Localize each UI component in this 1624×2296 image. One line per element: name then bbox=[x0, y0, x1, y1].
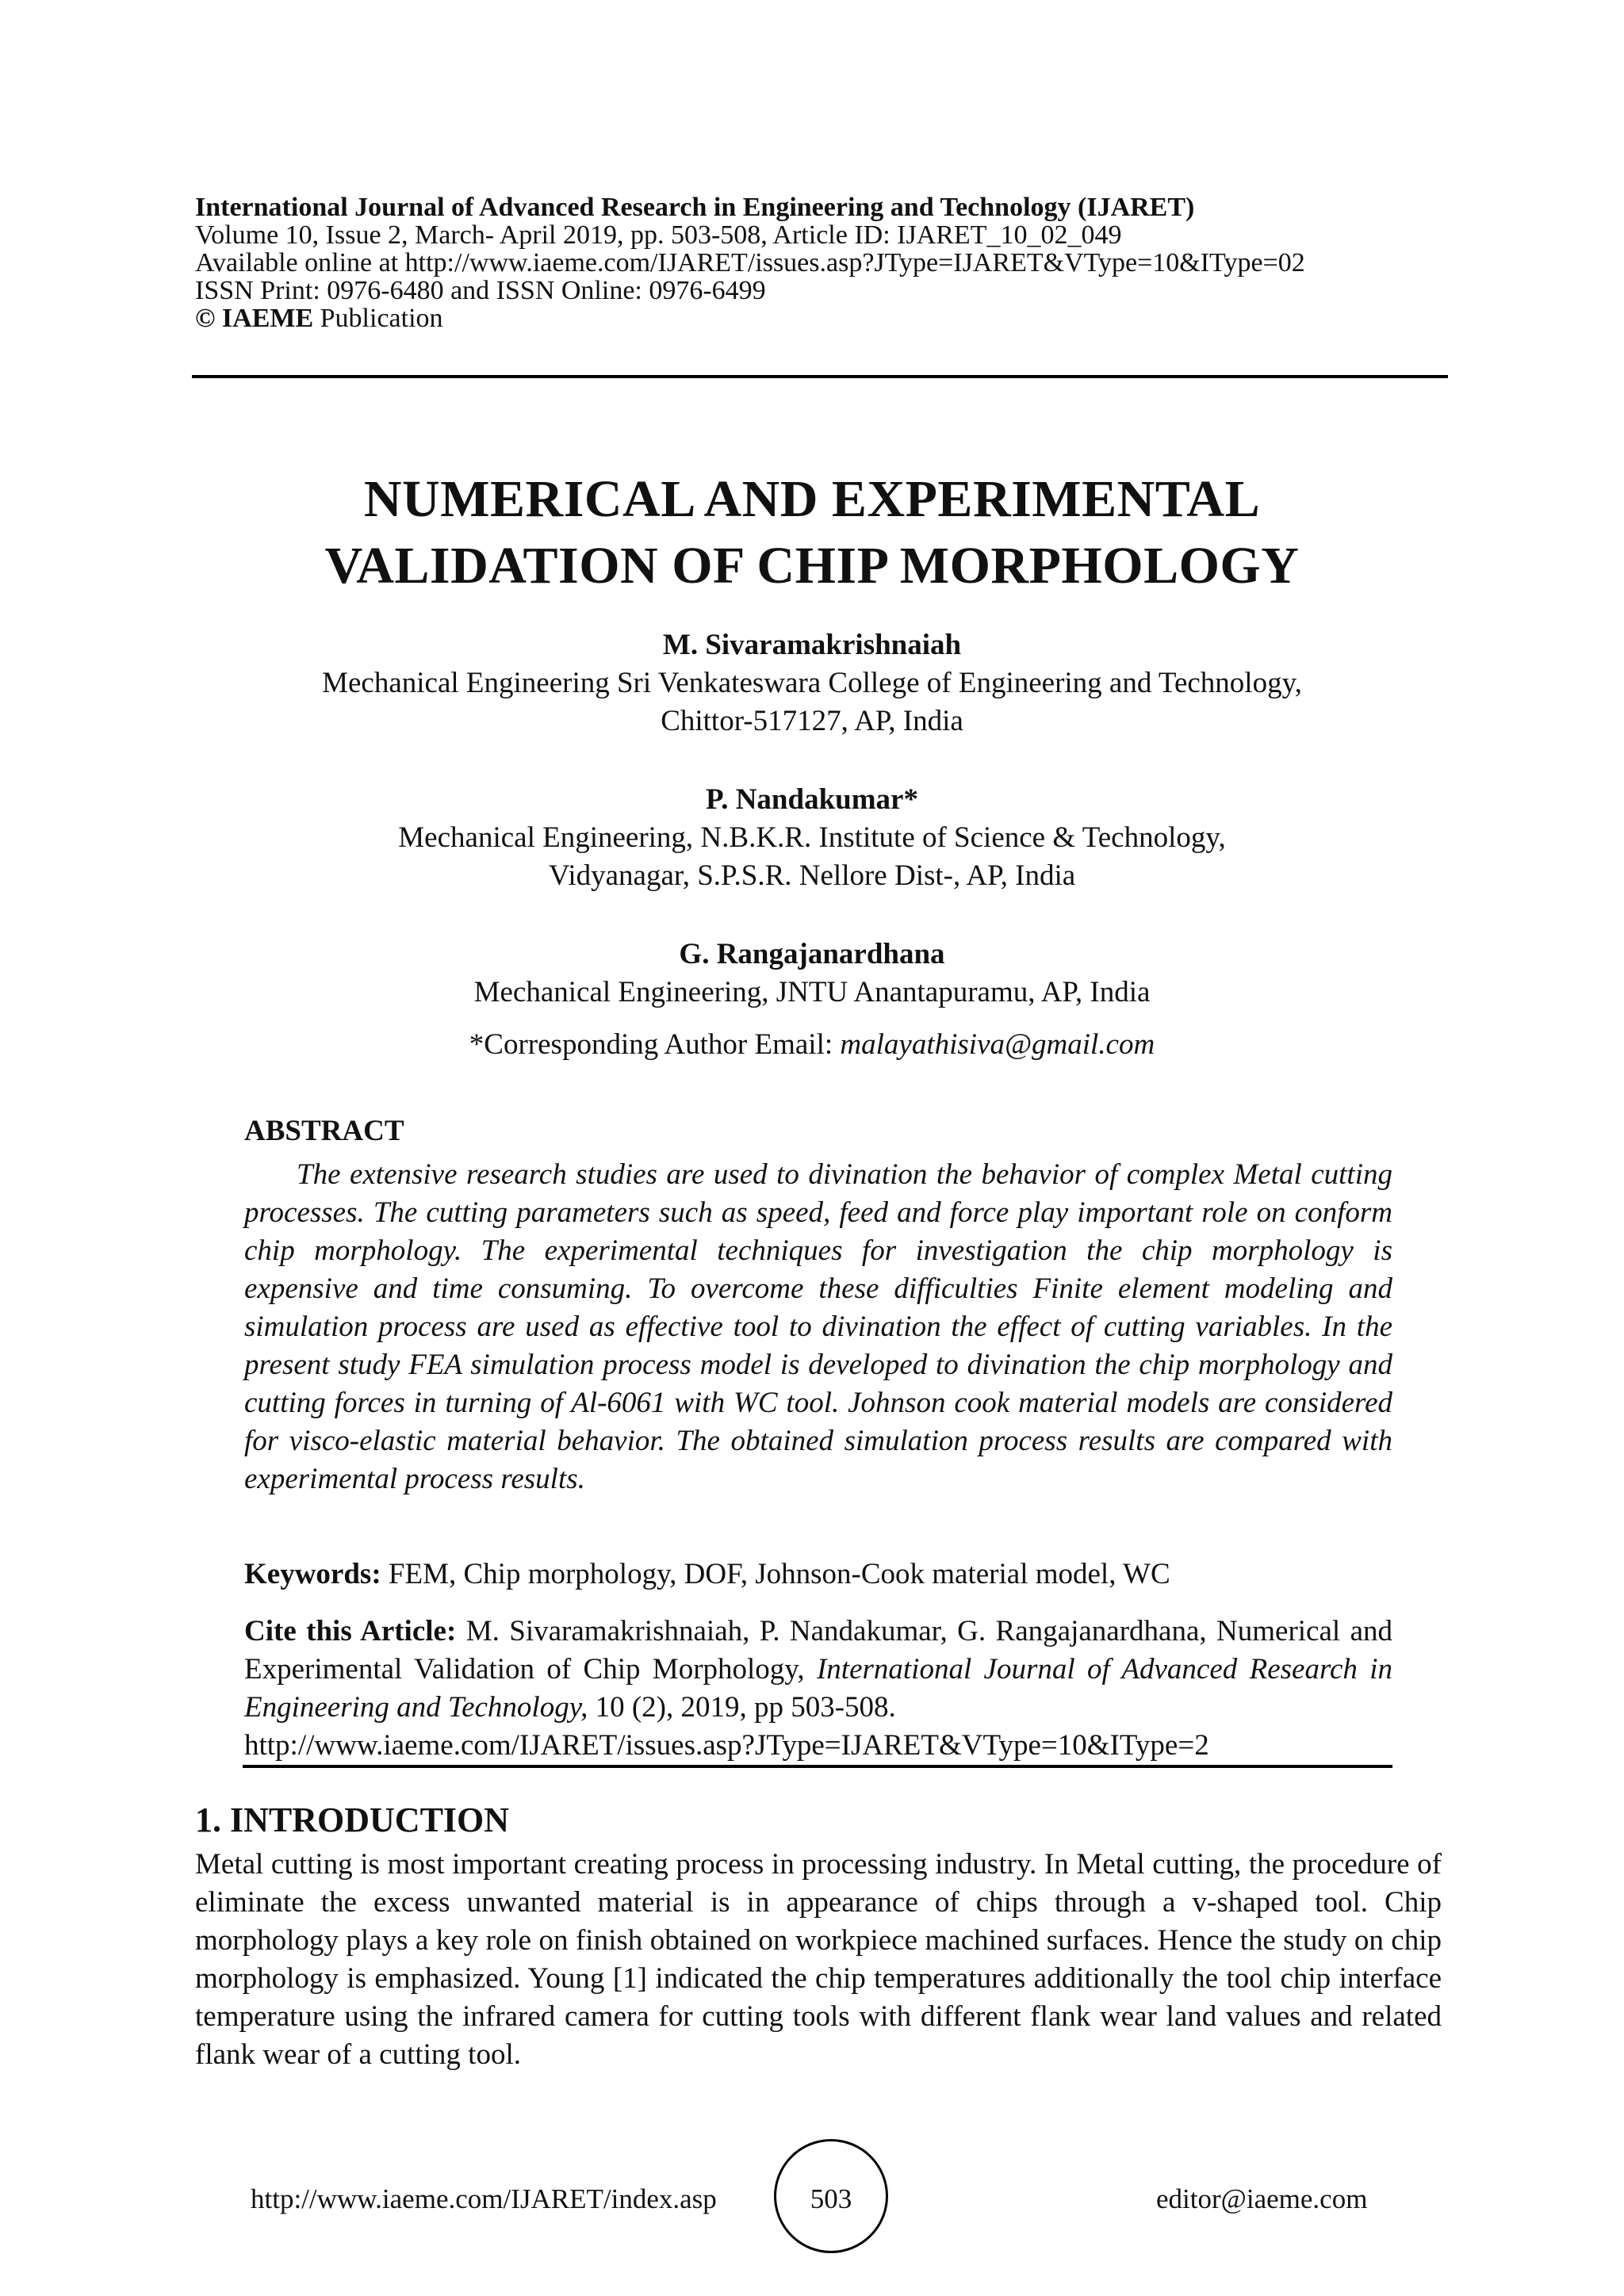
footer-email[interactable]: editor@iaeme.com bbox=[1156, 2183, 1368, 2214]
author-name: P. Nandakumar* bbox=[706, 783, 918, 816]
author-block bbox=[0, 626, 1624, 740]
copyright-symbol: © bbox=[195, 304, 216, 333]
journal-header bbox=[195, 193, 1448, 332]
corresponding-label: *Corresponding Author Email: bbox=[469, 1028, 841, 1061]
footer-url[interactable]: http://www.iaeme.com/IJARET/index.asp bbox=[251, 2183, 717, 2214]
keywords-label: Keywords: bbox=[244, 1558, 381, 1590]
volume-info: Volume 10, Issue 2, March- April 2019, pp. 503-508, Article ID: IJARET_10_02_049 bbox=[195, 220, 1122, 250]
issn-info: ISSN Print: 0976-6480 and ISSN Online: 0976-6499 bbox=[195, 276, 766, 305]
corresponding-email[interactable]: malayathisiva@gmail.com bbox=[840, 1028, 1155, 1061]
author-affiliation: Vidyanagar, S.P.S.R. Nellore Dist-, AP, India bbox=[548, 859, 1076, 892]
author-affiliation: Mechanical Engineering, N.B.K.R. Institute of Science & Technology, bbox=[398, 821, 1226, 854]
title-line-1: NUMERICAL AND EXPERIMENTAL bbox=[363, 470, 1261, 528]
keywords-text: FEM, Chip morphology, DOF, Johnson-Cook material model, WC bbox=[381, 1558, 1170, 1590]
cite-url[interactable]: http://www.iaeme.com/IJARET/issues.asp?JType=IJARET&VType=10&IType=2 bbox=[244, 1729, 1209, 1762]
author-affiliation: Mechanical Engineering Sri Venkateswara College of Engineering and Technology, bbox=[322, 667, 1302, 699]
author-name: G. Rangajanardhana bbox=[679, 938, 945, 970]
cite-details: 10 (2), 2019, pp 503-508. bbox=[588, 1691, 896, 1724]
header-divider bbox=[192, 375, 1448, 378]
publisher-name: IAEME bbox=[221, 304, 314, 333]
author-block bbox=[0, 781, 1624, 895]
abstract-text: The extensive research studies are used to divination the behavior of complex Metal cutting processes. The cutting parameters such as speed, feed and force play important role on conform chip morphology. The experimental techniques for investigation the chip morphology is expensive and time consuming. To overcome these difficulties Finite element modeling and simulation process are used as effective tool to divination the effect of cutting variables. In the present study FEA simulation process model is developed to divination the chip morphology and cutting forces in turning of Al-6061 with WC tool. Johnson cook material models are considered for visco-elastic material behavior. The obtained simulation process results are compared with experimental process results. bbox=[244, 1158, 1392, 1495]
author-block bbox=[0, 936, 1624, 1012]
title-line-2: VALIDATION OF CHIP MORPHOLOGY bbox=[324, 537, 1300, 595]
corresponding-author bbox=[0, 1027, 1624, 1062]
journal-name: International Journal of Advanced Research in Engineering and Technology (IJARET) bbox=[195, 193, 1195, 222]
section-heading: 1. INTRODUCTION bbox=[195, 1800, 510, 1839]
publisher-line bbox=[195, 304, 1448, 332]
available-online: Available online at http://www.iaeme.com/IJARET/issues.asp?JType=IJARET&VType=10&IType=02 bbox=[195, 248, 1305, 277]
keywords bbox=[244, 1556, 1392, 1594]
author-affiliation: Mechanical Engineering, JNTU Anantapuramu, AP, India bbox=[473, 976, 1151, 1008]
publication-label: Publication bbox=[320, 304, 443, 333]
abstract-heading: ABSTRACT bbox=[244, 1115, 404, 1147]
cite-authors: M. Sivaramakrishnaiah, P. Nandakumar, G. Rangajanardhana, Numerical and Experimental Validation of Chip Morphology, bbox=[244, 1615, 1392, 1686]
page-number: 503 bbox=[810, 2183, 852, 2214]
cite-label: Cite this Article: bbox=[244, 1615, 457, 1647]
author-name: M. Sivaramakrishnaiah bbox=[662, 629, 962, 661]
cite-journal: International Journal of Advanced Research in Engineering and Technology, bbox=[244, 1653, 1392, 1724]
paper-title bbox=[0, 466, 1624, 599]
cite-block bbox=[244, 1613, 1392, 1765]
author-affiliation: Chittor-517127, AP, India bbox=[661, 705, 963, 737]
cite-divider bbox=[243, 1765, 1392, 1768]
introduction-text: Metal cutting is most important creating process in processing industry. In Metal cutting, the procedure of eliminate the excess unwanted material is in appearance of chips through a v-shaped tool. Chip morphology plays a key role on finish obtained on workpiece machined surfaces. Hence the study on chip morphology is emphasized. Young [1] indicated the chip temperatures additionally the tool chip interface temperature using the infrared camera for cutting tools with different flank wear land values and related flank wear of a cutting tool. bbox=[195, 1848, 1442, 2071]
